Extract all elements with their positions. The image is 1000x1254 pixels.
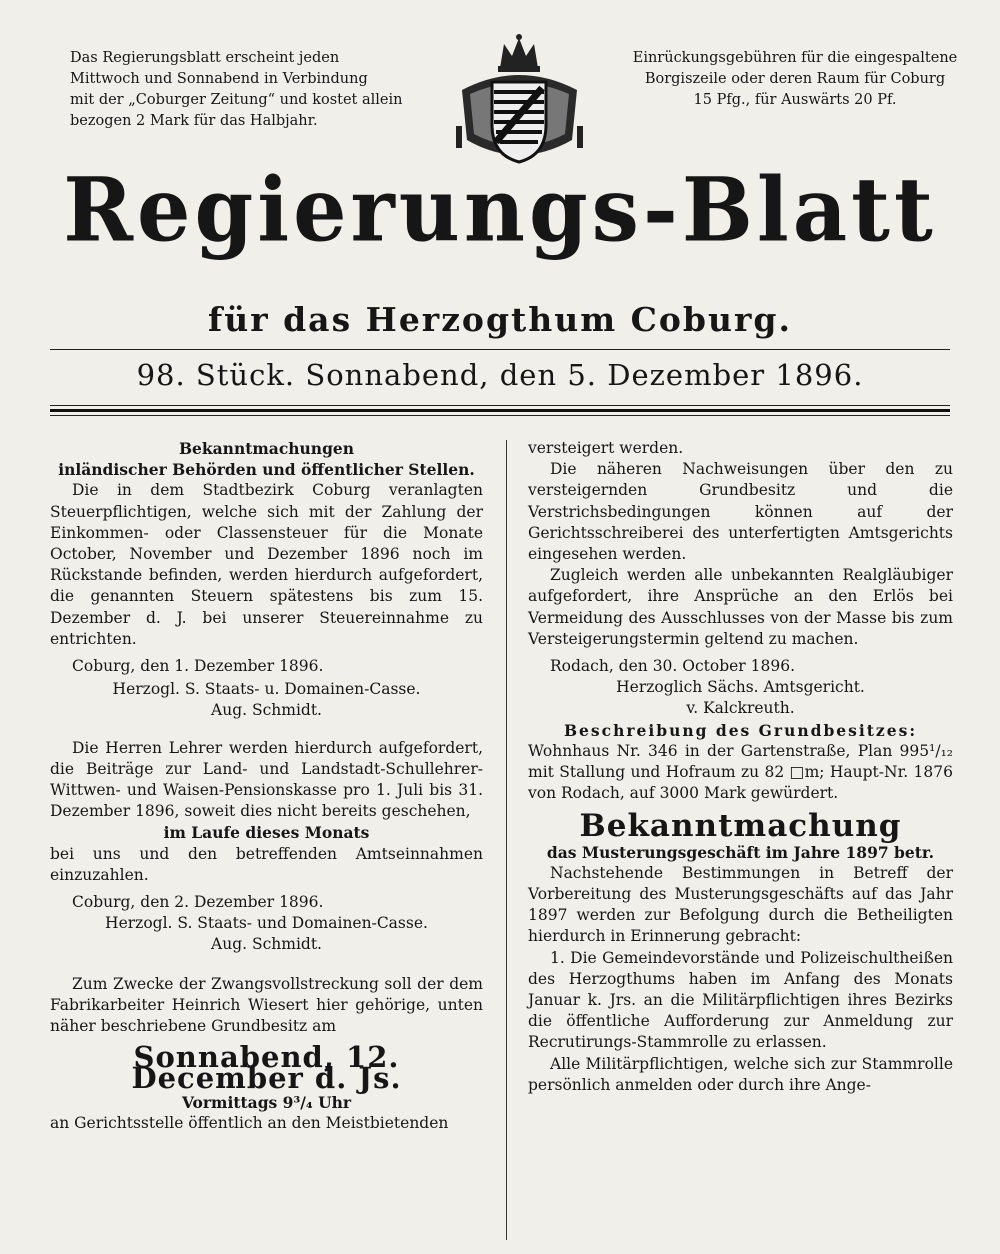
divider-rule bbox=[50, 349, 950, 350]
announcement-title: Bekanntmachung bbox=[579, 808, 902, 845]
header-right-line: 15 Pfg., für Auswärts 20 Pf. bbox=[693, 92, 897, 108]
ducal-coat-of-arms-icon bbox=[452, 30, 587, 170]
header-right-line: Einrückungsgebühren für die eingespaltene bbox=[632, 50, 958, 66]
property-description-heading: Beschreibung des Grundbesitzes: bbox=[563, 720, 918, 740]
column-divider bbox=[506, 440, 507, 1240]
divider-rule bbox=[50, 415, 950, 416]
left-column bbox=[50, 438, 483, 1134]
section-subheading: inländischer Behörden und öffentlicher Stellen. bbox=[58, 460, 475, 480]
foreclosure-continuation: versteigert werden. bbox=[528, 439, 684, 457]
section-heading: Bekanntmachungen bbox=[178, 439, 355, 458]
divider-rule bbox=[50, 409, 950, 412]
muster-rule-cont: Alle Militärpflichtigen, welche sich zur Stammrolle persönlich anmelden oder durch ihre Ange- bbox=[528, 1054, 953, 1094]
property-description: Wohnhaus Nr. 346 in der Gartenstraße, Plan 995¹/₁₂ mit Stallung und Hofraum zu 82 □m; Haupt-Nr. 1876 von Rodach, auf 3000 Mark gewürdert. bbox=[528, 741, 953, 803]
header-left-line: Das Regierungsblatt erscheint jeden bbox=[70, 50, 340, 66]
signature-name: Aug. Schmidt. bbox=[211, 701, 322, 720]
header-left-line: bezogen 2 Mark für das Halbjahr. bbox=[70, 113, 318, 129]
announcement-subject: das Musterungsgeschäft im Jahre 1897 betr. bbox=[546, 842, 935, 862]
tax-notice: Die in dem Stadtbezirk Coburg veranlagten Steuerpflichtigen, welche sich mit der Zahlung der Einkommen- oder Classensteuer für die Monate October, November und Dezember 1896 noch im Rückstande befinden, werden hierdurch aufgefordert, die genannten Steuern spätestens bis zum 15. Dezember d. J. bei unserer Steuereinnahme zu entrichten. bbox=[50, 481, 483, 648]
header-left-line: mit der „Coburger Zeitung“ und kostet allein bbox=[70, 92, 403, 108]
right-column bbox=[528, 438, 953, 1096]
masthead-title: Regierungs-Blatt bbox=[63, 157, 937, 262]
signature-office: Herzogl. S. Staats- u. Domainen-Casse. bbox=[112, 680, 421, 699]
divider-rule bbox=[50, 405, 950, 406]
signature-name: Aug. Schmidt. bbox=[211, 935, 322, 954]
teacher-notice-deadline: im Laufe dieses Monats bbox=[163, 823, 370, 843]
place-date: Coburg, den 2. Dezember 1896. bbox=[72, 893, 324, 912]
issue-line: 98. Stück. Sonnabend, den 5. Dezember 1896. bbox=[136, 358, 864, 392]
header-left-line: Mittwoch und Sonnabend in Verbindung bbox=[70, 71, 368, 87]
foreclosure-notice: Zum Zwecke der Zwangsvollstreckung soll der dem Fabrikarbeiter Heinrich Wiesert hier gehörige, unten näher beschriebene Grundbesitz am bbox=[50, 974, 483, 1036]
muster-rule-1: 1. Die Gemeindevorstände und Polizeischultheißen des Herzogthums haben im Anfang des Monats Januar k. Jrs. an die Militärpflichtigen ihres Bezirks die öffentliche Aufforderung zur Anmeldung zur Recrutirungs-Stammrolle zu erlassen. bbox=[528, 948, 953, 1052]
teacher-notice: Die Herren Lehrer werden hierdurch aufgefordert, die Beiträge zur Land- und Landstadt-Schullehrer-Wittwen- und Waisen-Pensionskasse pro 1. Juli bis 31. Dezember 1896, soweit dies nicht bereits geschehen, bbox=[50, 738, 483, 821]
muster-intro: Nachstehende Bestimmungen in Betreff der Vorbereitung des Musterungsgeschäfts auf das Jahr 1897 werden zur Befolgung durch die Betheiligten hierdurch in Erinnerung gebracht: bbox=[528, 863, 953, 946]
header-right-notice bbox=[625, 48, 965, 111]
auction-date: Sonnabend, 12. December d. Js. bbox=[131, 1040, 402, 1096]
auction-time: Vormittags 9³/₄ Uhr bbox=[181, 1092, 352, 1112]
signature-name: v. Kalckreuth. bbox=[686, 699, 795, 718]
signature-office: Herzogl. S. Staats- und Domainen-Casse. bbox=[105, 914, 428, 933]
teacher-notice-end: bei uns und den betreffenden Amtseinnahmen einzuzahlen. bbox=[50, 844, 483, 884]
header-right-line: Borgiszeile oder deren Raum für Coburg bbox=[644, 71, 946, 87]
place-date: Rodach, den 30. October 1896. bbox=[550, 657, 796, 676]
header-left-notice bbox=[70, 48, 435, 132]
creditor-notice: Zugleich werden alle unbekannten Realgläubiger aufgefordert, ihre Ansprüche an den Erlös bei Vermeidung des Ausschlusses von der Masse bis zum Versteigerungstermin geltend zu machen. bbox=[528, 566, 953, 648]
foreclosure-notice-end: an Gerichtsstelle öffentlich an den Meistbietenden bbox=[50, 1113, 449, 1132]
masthead-subtitle: für das Herzogthum Coburg. bbox=[208, 300, 792, 339]
signature-office: Herzoglich Sächs. Amtsgericht. bbox=[616, 678, 865, 697]
foreclosure-details: Die näheren Nachweisungen über den zu versteigernden Grundbesitz und die Verstrichsbedingungen können auf der Gerichtsschreiberei des unterfertigten Amtsgerichts eingesehen werden. bbox=[528, 460, 953, 564]
place-date: Coburg, den 1. Dezember 1896. bbox=[72, 657, 324, 676]
